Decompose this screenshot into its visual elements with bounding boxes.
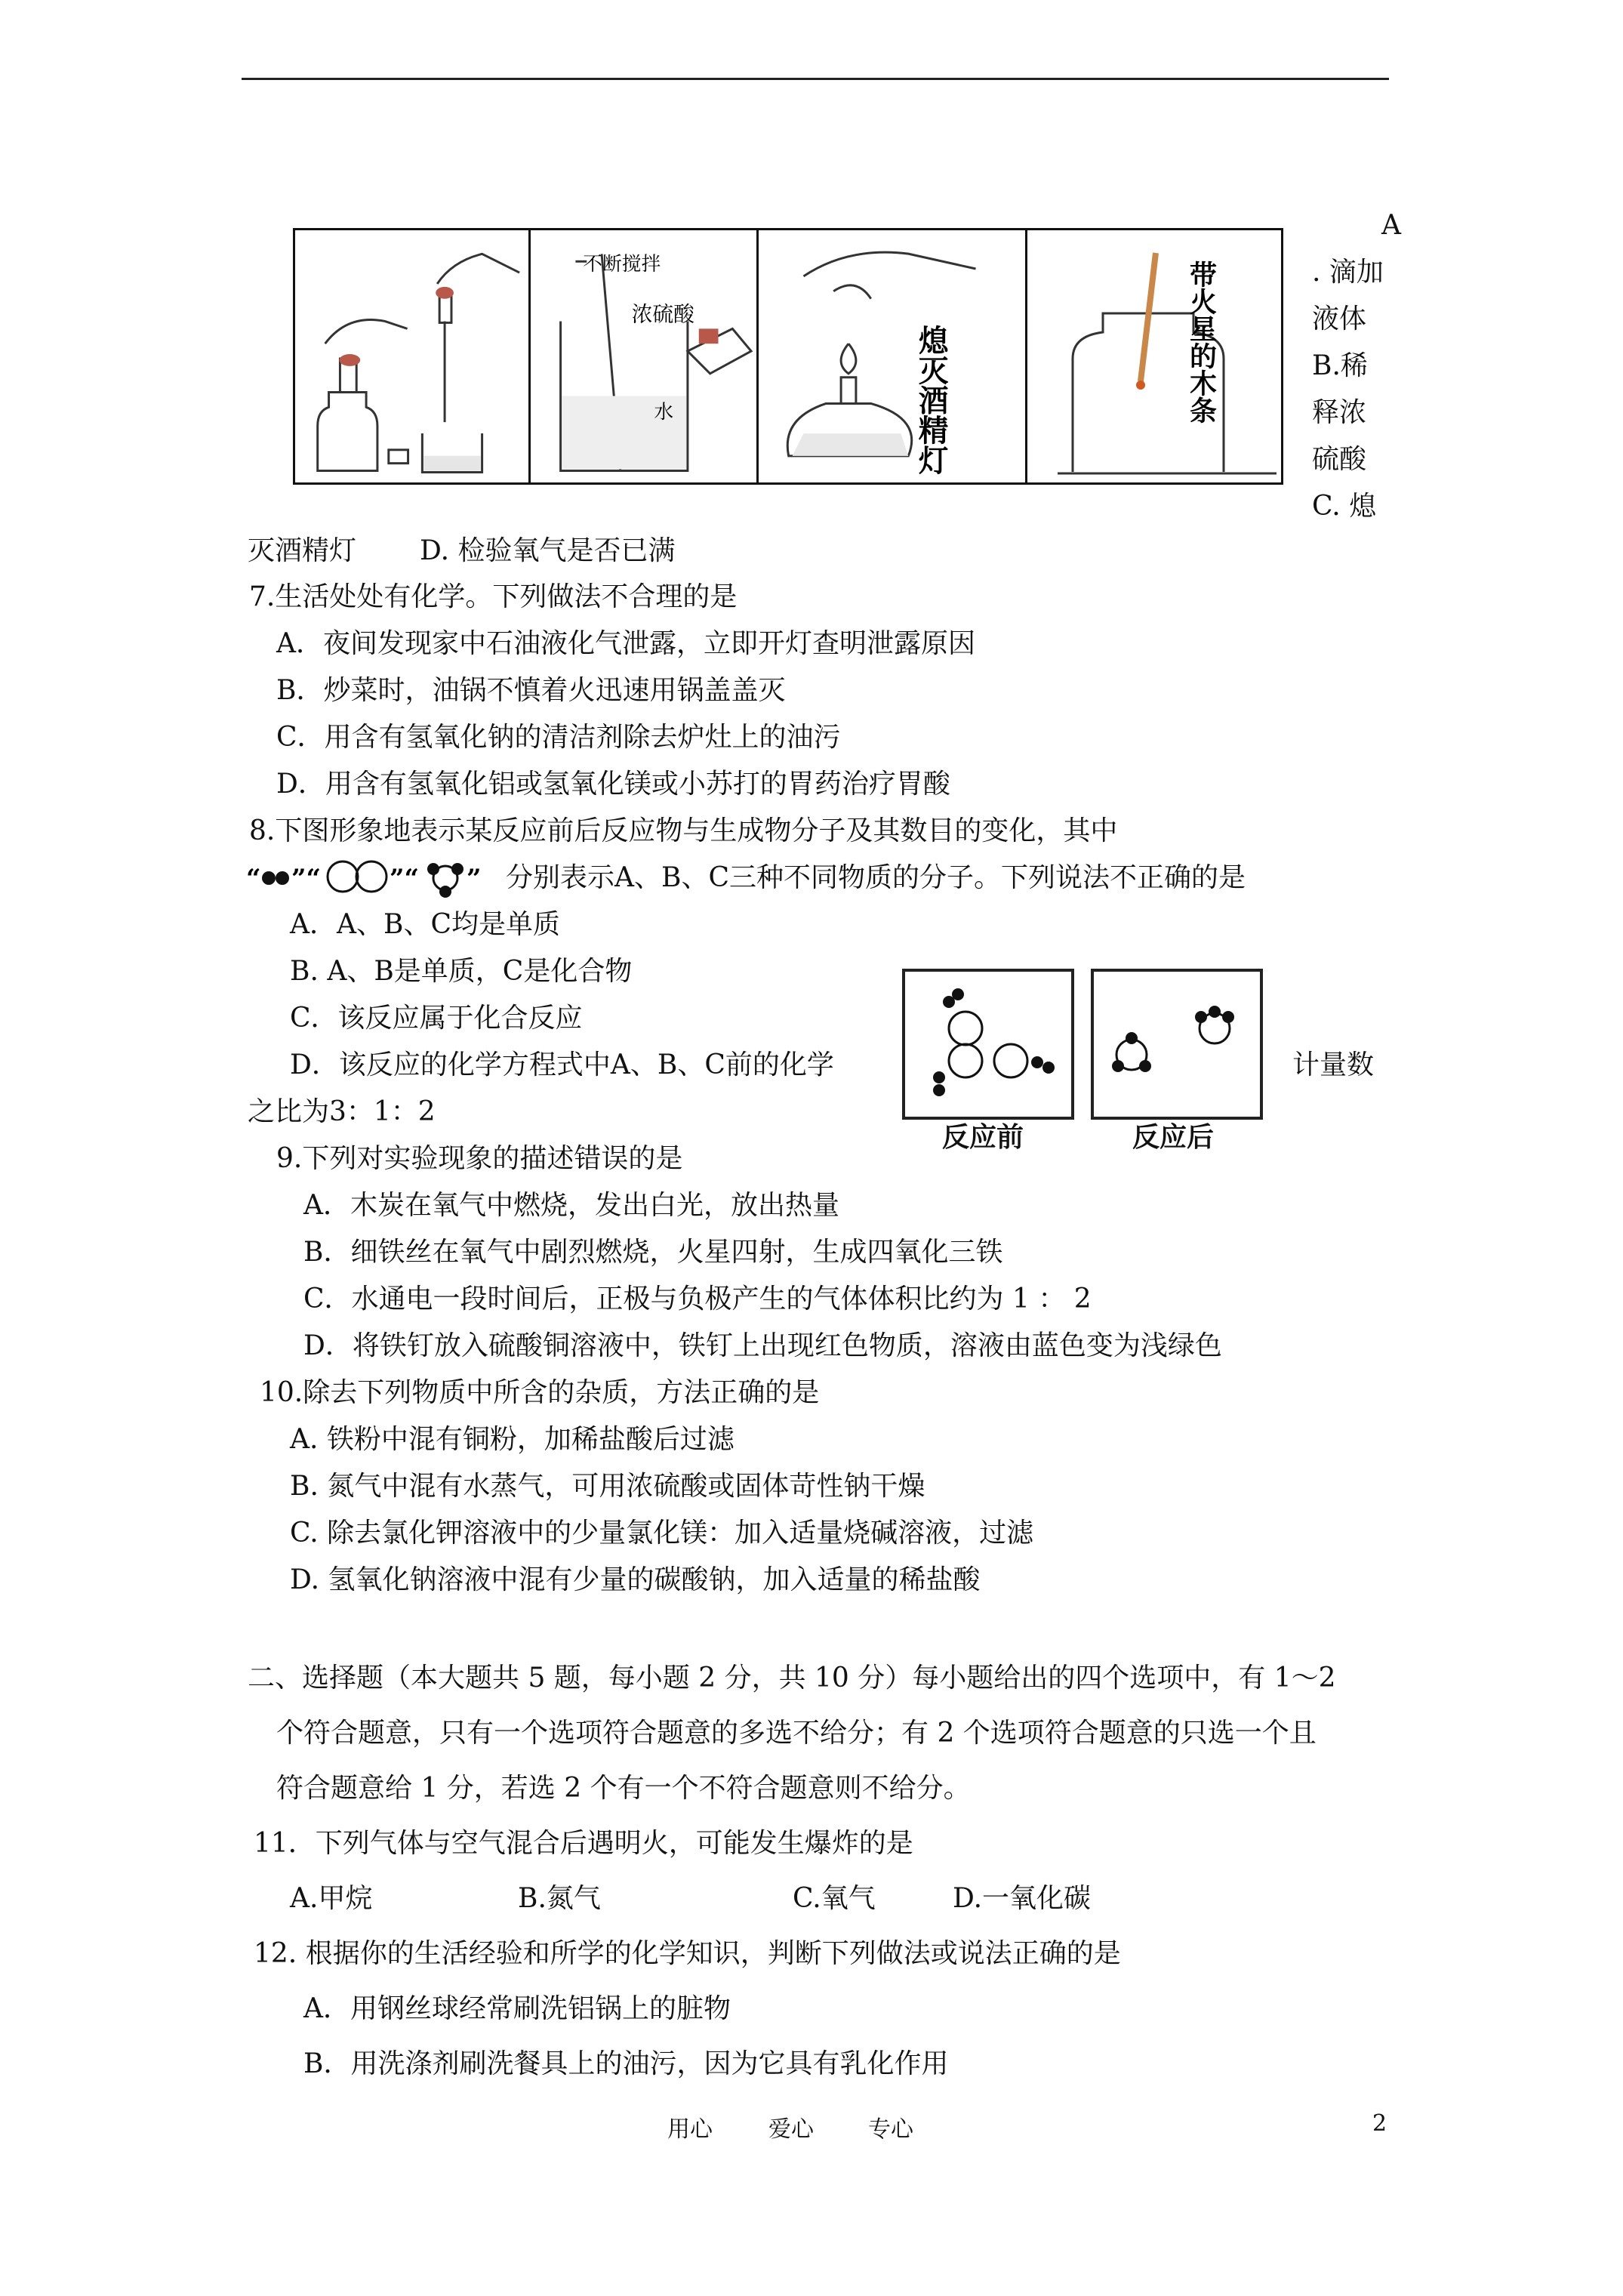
splint-caption: 带火星的木条 <box>1185 260 1217 424</box>
q9-option-a: A．木炭在氧气中燃烧，发出白光，放出热量 <box>303 1190 839 1221</box>
lamp-caption: 熄灭酒精灯 <box>913 325 949 475</box>
side-line-1: . 滴加 <box>1312 257 1384 288</box>
reaction-after-label: 反应后 <box>1132 1122 1215 1153</box>
svg-text:”: ” <box>467 864 482 894</box>
svg-text:”“: ”“ <box>390 864 420 894</box>
footer-item-2: 爱心 <box>768 2116 814 2143</box>
q10-stem: 10.除去下列物质中所含的杂质，方法正确的是 <box>260 1377 820 1408</box>
q8-option-c: C．该反应属于化合反应 <box>290 1003 583 1034</box>
reaction-after-box <box>1091 969 1263 1120</box>
q7-option-b: B．炒菜时，油锅不慎着火迅速用锅盖盖灭 <box>276 675 786 706</box>
q10-option-d: D. 氢氧化钠溶液中混有少量的碳酸钠，加入适量的稀盐酸 <box>290 1564 981 1595</box>
stir-label: 不断搅拌 <box>583 253 661 276</box>
panel-dilute-acid <box>531 230 759 482</box>
q7-option-d: D．用含有氢氧化铝或氢氧化镁或小苏打的胃药治疗胃酸 <box>276 769 950 800</box>
experiment-figure <box>293 228 1283 485</box>
header-rule <box>242 78 1389 80</box>
panel-extinguish-lamp <box>759 230 1027 482</box>
q8-option-d: D．该反应的化学方程式中A、B、C前的化学 <box>290 1049 834 1080</box>
acid-label: 浓硫酸 <box>631 301 694 327</box>
q7-stem: 7.生活处处有化学。下列做法不合理的是 <box>249 581 738 612</box>
q8-option-b: B. A、B是单质，C是化合物 <box>290 956 633 987</box>
dropper-drawing <box>295 230 528 482</box>
q9-stem: 9.下列对实验现象的描述错误的是 <box>276 1143 683 1174</box>
q11-option-c: C.氧气 <box>793 1883 876 1914</box>
q11-option-d: D.一氧化碳 <box>953 1883 1092 1914</box>
q9-option-c: C．水通电一段时间后，正极与负极产生的气体体积比约为 1 ： 2 <box>303 1284 1092 1314</box>
q6-tail-right: D. 检验氧气是否已满 <box>420 535 676 566</box>
q8-stem-line2: 分别表示A、B、C三种不同物质的分子。下列说法不正确的是 <box>506 862 1246 893</box>
side-line-4: 释浓 <box>1312 397 1367 428</box>
section2-line2: 个符合题意，只有一个选项符合题意的多选不给分；有 2 个选项符合题意的只选一个且 <box>276 1718 1317 1749</box>
water-label: 水 <box>654 401 674 424</box>
q8-stem-line1: 8.下图形象地表示某反应前后反应物与生成物分子及其数目的变化，其中 <box>249 815 1118 846</box>
svg-text:“: “ <box>246 864 261 894</box>
q11-option-a: A.甲烷 <box>290 1883 373 1914</box>
panel-oxygen-test <box>1027 230 1281 482</box>
reaction-before-label: 反应前 <box>942 1122 1024 1153</box>
q12-option-b: B．用洗涤剂刷洗餐具上的油污，因为它具有乳化作用 <box>303 2048 949 2079</box>
section2-line1: 二、选择题（本大题共 5 题，每小题 2 分，共 10 分）每小题给出的四个选项中，有 1～2 <box>248 1663 1336 1693</box>
q10-option-c: C. 除去氯化钾溶液中的少量氯化镁：加入适量烧碱溶液，过滤 <box>290 1518 1034 1549</box>
side-line-3: B.稀 <box>1312 350 1368 381</box>
side-line-6: C. 熄 <box>1312 491 1377 522</box>
svg-text:”“: ”“ <box>291 864 322 894</box>
q12-stem: 12. 根据你的生活经验和所学的化学知识，判断下列做法或说法正确的是 <box>254 1938 1121 1969</box>
q6-tail-left: 灭酒精灯 <box>248 535 357 566</box>
q10-option-b: B. 氮气中混有水蒸气，可用浓硫酸或固体苛性钠干燥 <box>290 1471 925 1502</box>
dilute-acid-drawing <box>531 230 756 482</box>
footer-item-3: 专心 <box>868 2116 913 2143</box>
q9-option-d: D．将铁钉放入硫酸铜溶液中，铁钉上出现红色物质，溶液由蓝色变为浅绿色 <box>303 1330 1222 1361</box>
q11-option-b: B.氮气 <box>518 1883 601 1914</box>
q11-stem: 11．下列气体与空气混合后遇明火，可能发生爆炸的是 <box>254 1828 913 1859</box>
q8-option-d-cont: 计量数 <box>1292 1049 1375 1080</box>
extinguish-lamp-drawing <box>759 230 1025 482</box>
side-line-2: 液体 <box>1312 304 1367 334</box>
q9-option-b: B．细铁丝在氧气中剧烈燃烧，火星四射，生成四氧化三铁 <box>303 1237 1003 1268</box>
section2-line3: 符合题意给 1 分，若选 2 个有一个不符合题意则不给分。 <box>276 1773 971 1804</box>
side-line-5: 硫酸 <box>1312 444 1367 475</box>
footer-item-1: 用心 <box>667 2116 713 2143</box>
q8-option-d-tail: 之比为3：1：2 <box>248 1096 436 1127</box>
q7-option-a: A．夜间发现家中石油液化气泄露，立即开灯查明泄露原因 <box>276 628 975 659</box>
oxygen-test-drawing <box>1027 230 1281 482</box>
q8-option-a: A．A、B、C均是单质 <box>290 909 560 940</box>
molecule-legend <box>246 855 503 898</box>
q7-option-c: C．用含有氢氧化钠的清洁剂除去炉灶上的油污 <box>276 722 841 753</box>
q10-option-a: A. 铁粉中混有铜粉，加稀盐酸后过滤 <box>290 1424 735 1455</box>
reaction-before-box <box>902 969 1074 1120</box>
side-line-0: A <box>1381 210 1401 241</box>
panel-dropper <box>295 230 531 482</box>
page-number: 2 <box>1372 2110 1387 2137</box>
q12-option-a: A．用钢丝球经常刷洗铝锅上的脏物 <box>303 1993 731 2024</box>
